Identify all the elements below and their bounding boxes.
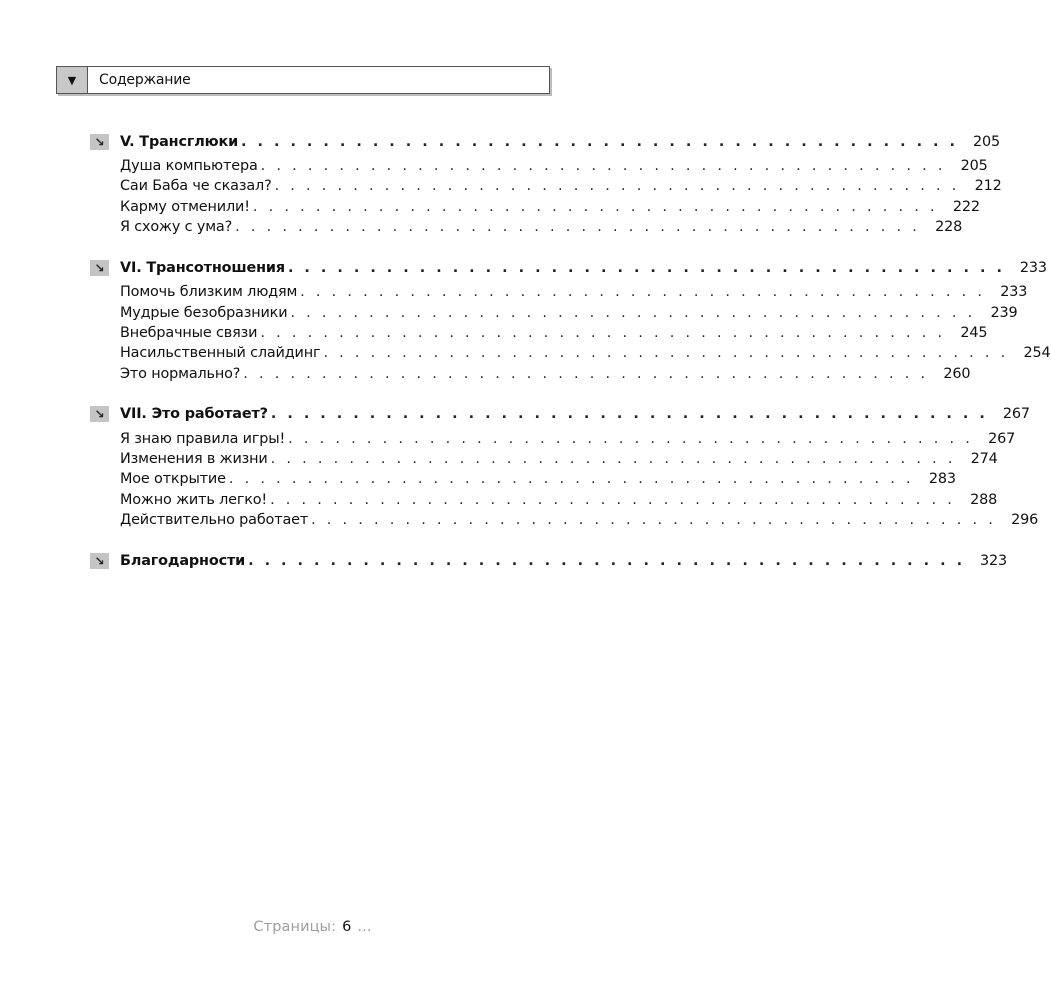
- entry-page-number: 212: [974, 178, 1002, 195]
- entry-title: Я схожу с ума?: [120, 219, 233, 236]
- entry-title: Это нормально?: [120, 365, 241, 382]
- toc-entry[interactable]: [90, 363, 971, 383]
- entry-page-number: 296: [1011, 512, 1039, 528]
- entry-page-number: 274: [970, 451, 998, 468]
- entry-title: Я знаю правила игры!: [120, 430, 286, 447]
- header-title: Содержание: [99, 72, 191, 88]
- entry-page-number: 233: [1000, 284, 1028, 301]
- toc-section: [90, 403, 1039, 530]
- entry-page-number: 239: [990, 304, 1018, 321]
- section-title: VI. Трансотношения: [120, 259, 285, 276]
- entry-title: Насильственный слайдинг: [120, 345, 321, 362]
- toc-entry[interactable]: [90, 302, 1018, 322]
- entry-title: Внебрачные связи: [120, 324, 258, 341]
- page-footer: [0, 919, 625, 935]
- dot-leader: . . . . . . . . . . . . . . . . . . . . . . . . . . . . . . . . . . . . . . . . . . . .: [228, 471, 914, 488]
- section-page-number: 233: [1019, 259, 1047, 276]
- toc-entry[interactable]: [90, 197, 980, 217]
- toc-entry[interactable]: [90, 323, 988, 343]
- dot-leader: . . . . . . . . . . . . . . . . . . . . . . . . . . . . . . . . . . . . . . . . . . . .: [241, 133, 958, 150]
- entry-page-number: 254: [1023, 345, 1051, 362]
- dot-leader: . . . . . . . . . . . . . . . . . . . . . . . . . . . . . . . . . . . . . . . . . . . .: [235, 219, 921, 236]
- dot-leader: . . . . . . . . . . . . . . . . . . . . . . . . . . . . . . . . . . . . . . . . . . . .: [248, 552, 966, 569]
- entry-title: Действительно работает: [120, 512, 309, 528]
- section-page-number: 267: [1002, 406, 1030, 423]
- dot-leader: . . . . . . . . . . . . . . . . . . . . . . . . . . . . . . . . . . . . . . . . . . . .: [260, 158, 946, 175]
- entry-page-number: 283: [928, 471, 956, 488]
- dot-leader: . . . . . . . . . . . . . . . . . . . . . . . . . . . . . . . . . . . . . . . . . . . .: [274, 178, 960, 195]
- entry-title: Изменения в жизни: [120, 451, 268, 468]
- entry-title: Саи Баба че сказал?: [120, 178, 272, 195]
- toc-entry[interactable]: [90, 490, 998, 510]
- page-number: 6: [342, 919, 352, 935]
- toc-header-bar: [56, 66, 550, 94]
- entry-title: Мудрые безобразники: [120, 304, 288, 321]
- toc-entry[interactable]: [90, 217, 963, 237]
- dot-leader: . . . . . . . . . . . . . . . . . . . . . . . . . . . . . . . . . . . . . . . . . . . .: [288, 430, 974, 447]
- triangle-down-icon: ▼: [67, 73, 77, 87]
- dot-leader: . . . . . . . . . . . . . . . . . . . . . . . . . . . . . . . . . . . . . . . . . . . .: [311, 512, 997, 528]
- dot-leader: . . . . . . . . . . . . . . . . . . . . . . . . . . . . . . . . . . . . . . . . . . . .: [323, 345, 1009, 362]
- dot-leader: . . . . . . . . . . . . . . . . . . . . . . . . . . . . . . . . . . . . . . . . . . . .: [270, 491, 956, 508]
- arrow-down-right-icon: ↘: [90, 134, 109, 150]
- collapse-toggle[interactable]: [57, 67, 88, 93]
- entry-title: Помочь близким людям: [120, 284, 298, 301]
- dot-leader: . . . . . . . . . . . . . . . . . . . . . . . . . . . . . . . . . . . . . . . . . . . .: [300, 284, 986, 301]
- entry-title: Мое открытие: [120, 471, 226, 488]
- section-title: VII. Это работает?: [120, 406, 268, 423]
- entry-page-number: 288: [970, 491, 998, 508]
- entry-page-number: 205: [960, 158, 988, 175]
- toc-section: [90, 256, 1051, 383]
- entry-page-number: 260: [943, 365, 971, 382]
- dot-leader: . . . . . . . . . . . . . . . . . . . . . . . . . . . . . . . . . . . . . . . . . . . .: [290, 304, 976, 321]
- dot-leader: . . . . . . . . . . . . . . . . . . . . . . . . . . . . . . . . . . . . . . . . . . . .: [270, 451, 956, 468]
- dot-leader: . . . . . . . . . . . . . . . . . . . . . . . . . . . . . . . . . . . . . . . . . . . .: [287, 259, 1005, 276]
- toc-entry[interactable]: [90, 449, 998, 469]
- table-of-contents: [90, 130, 1051, 591]
- toc-section-heading[interactable]: [90, 130, 1000, 153]
- entry-page-number: 222: [952, 198, 980, 215]
- dot-leader: . . . . . . . . . . . . . . . . . . . . . . . . . . . . . . . . . . . . . . . . . . . .: [260, 324, 946, 341]
- dot-leader: . . . . . . . . . . . . . . . . . . . . . . . . . . . . . . . . . . . . . . . . . . . .: [270, 406, 988, 423]
- section-title: V. Трансглюки: [120, 133, 239, 150]
- toc-section: [90, 130, 1002, 237]
- dot-leader: . . . . . . . . . . . . . . . . . . . . . . . . . . . . . . . . . . . . . . . . . . . .: [243, 365, 929, 382]
- section-title: Благодарности: [120, 552, 246, 569]
- toc-section-heading[interactable]: [90, 256, 1047, 279]
- toc-section: [90, 549, 1008, 572]
- toc-entry[interactable]: [90, 429, 1016, 449]
- footer-ellipsis: ...: [357, 919, 372, 935]
- section-page-number: 323: [980, 552, 1008, 569]
- toc-entry[interactable]: [90, 469, 956, 489]
- entry-page-number: 267: [988, 430, 1016, 447]
- dot-leader: . . . . . . . . . . . . . . . . . . . . . . . . . . . . . . . . . . . . . . . . . . . .: [252, 198, 938, 215]
- arrow-down-right-icon: ↘: [90, 260, 109, 276]
- toc-section-heading[interactable]: [90, 549, 1008, 572]
- arrow-down-right-icon: ↘: [90, 553, 109, 569]
- pages-label: Страницы:: [253, 919, 337, 935]
- toc-entry[interactable]: [90, 343, 1051, 363]
- toc-entry[interactable]: [90, 282, 1028, 302]
- toc-entry[interactable]: [90, 156, 988, 176]
- entry-title: Душа компьютера: [120, 158, 258, 175]
- toc-section-heading[interactable]: [90, 403, 1030, 426]
- entry-page-number: 228: [935, 219, 963, 236]
- arrow-down-right-icon: ↘: [90, 406, 109, 422]
- toc-entry[interactable]: [90, 176, 1002, 196]
- entry-page-number: 245: [960, 324, 988, 341]
- section-page-number: 205: [972, 133, 1000, 150]
- entry-title: Можно жить легко!: [120, 491, 268, 508]
- toc-entry[interactable]: [90, 510, 1039, 530]
- entry-title: Карму отменили!: [120, 198, 250, 215]
